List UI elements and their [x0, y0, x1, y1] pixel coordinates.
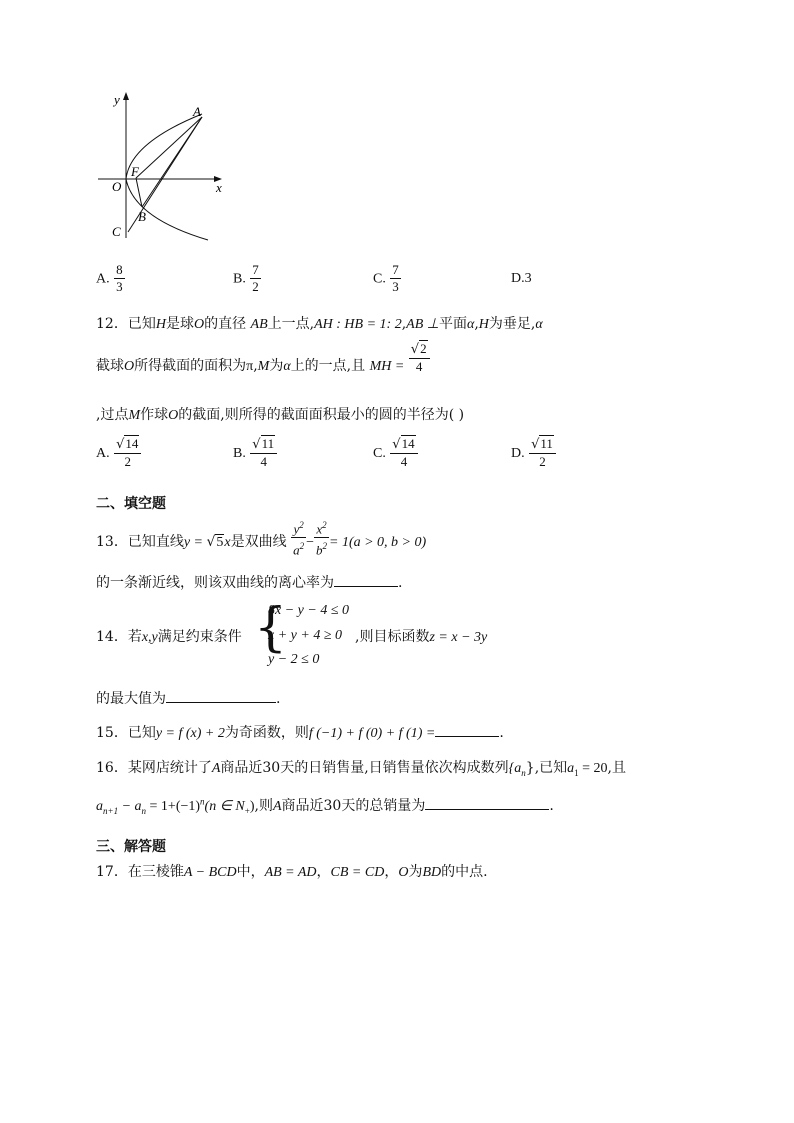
math: a [567, 761, 575, 776]
q11-option-d[interactable]: D.3 [511, 271, 532, 286]
sqrt: √11 [531, 436, 553, 452]
math: ) [249, 799, 255, 814]
y-axis-arrow [123, 92, 129, 100]
text: ,已知 [534, 760, 568, 776]
text: 中， [236, 864, 265, 880]
q11-option-b[interactable] [233, 262, 261, 295]
q14-line1-b [355, 626, 487, 646]
text: 为奇函数，则 [224, 725, 309, 741]
pi: π [246, 359, 254, 374]
denominator: 3 [392, 279, 399, 294]
text: 为垂足, [488, 316, 536, 332]
q13-line1 [96, 521, 426, 563]
option-letter: B. [233, 446, 246, 461]
sqrt: √11 [252, 436, 275, 452]
text: ,则 [254, 798, 273, 814]
q14-line2 [96, 688, 280, 708]
section-heading-fill-in: 二、填空题 [96, 496, 166, 512]
text: 在三棱锥 [127, 864, 184, 880]
var-A: A [211, 761, 221, 776]
math: } [525, 760, 535, 776]
math: (n ∈ N [204, 799, 245, 814]
option-letter: C. [373, 446, 386, 461]
q13-line2 [96, 572, 402, 592]
fraction [314, 517, 329, 559]
math: z = x − 3y [429, 630, 488, 645]
var: x [316, 521, 323, 537]
text: ， [316, 864, 331, 880]
math: A − BCD [183, 865, 237, 880]
math: y = [183, 534, 207, 550]
text: ,过点 [96, 407, 129, 423]
numerator: 7 [252, 262, 259, 277]
var: b [316, 542, 323, 558]
numerator: 7 [392, 262, 399, 277]
fraction [250, 436, 277, 470]
numerator [250, 436, 277, 454]
label-A: A [193, 104, 201, 119]
math: = 20 [578, 761, 608, 776]
fraction [291, 517, 306, 559]
sqrt: √14 [116, 436, 139, 452]
denominator: $b^2$ [316, 541, 327, 558]
subscript: n [141, 805, 147, 816]
var-BD: BD [422, 865, 442, 880]
text: . [549, 798, 554, 814]
alpha: α [283, 359, 291, 374]
denominator: 4 [415, 359, 423, 374]
fraction [114, 262, 125, 295]
q12-line3 [96, 404, 464, 424]
q12-option-d[interactable] [511, 436, 556, 470]
denominator: 4 [260, 454, 267, 469]
line-FB [136, 178, 142, 207]
math: AB = AD [264, 865, 317, 880]
alpha: α [466, 317, 475, 332]
text: , [253, 358, 258, 374]
q12-line2 [96, 341, 430, 383]
label-x: x [216, 180, 222, 195]
fraction [390, 262, 401, 295]
var-M: M [128, 408, 141, 423]
math: {a [508, 761, 522, 776]
numerator [529, 436, 556, 454]
q16-line2 [96, 795, 554, 816]
text: , [474, 316, 479, 332]
text: 平面 [438, 316, 467, 332]
denominator: 2 [539, 454, 546, 469]
math: x [224, 534, 231, 550]
text: 上一点, [267, 316, 315, 332]
text: 的一条渐近线，则该双曲线的离心率为 [96, 575, 334, 591]
math: y = f (x) + 2 [155, 726, 225, 741]
var-M: M [257, 359, 270, 374]
perp: AB ⊥ [406, 317, 439, 332]
denominator: 3 [116, 279, 123, 294]
numerator [114, 436, 141, 454]
var-A: A [272, 799, 282, 814]
radicand: 5 [216, 534, 224, 550]
text: 为 [408, 864, 423, 880]
fraction [529, 436, 556, 470]
math: = 1(a > 0, b > 0) [329, 534, 427, 550]
text: 的直径 [204, 316, 247, 332]
radicand: 11 [261, 436, 275, 451]
ratio: AH : HB = 1: 2 [314, 317, 402, 332]
text: . [499, 725, 504, 741]
constraint-2: x + y + 4 ≥ 0 [268, 628, 343, 643]
constraint-3: y − 2 ≤ 0 [268, 652, 320, 667]
q15-line [96, 722, 504, 742]
math: − a [118, 799, 142, 814]
subscript: n [521, 767, 526, 778]
sqrt: √5 [206, 533, 224, 550]
q11-option-a[interactable] [96, 262, 125, 295]
var: y [293, 521, 300, 537]
numerator [409, 341, 430, 359]
label-B: B [138, 209, 146, 224]
text: . [276, 691, 281, 707]
q14-line1-a [96, 626, 242, 646]
math: CB = CD [330, 865, 385, 880]
text: ,且 [607, 760, 626, 776]
fraction [390, 436, 417, 470]
math: f (−1) + f (0) + f (1) = [308, 726, 436, 741]
radicand: 2 [420, 341, 427, 356]
minus: − [306, 534, 314, 550]
question-number: 17． [96, 864, 128, 880]
option-letter: D. [511, 446, 525, 461]
text: 作球 [140, 407, 169, 423]
text: ,则目标函数 [355, 629, 430, 645]
question-number: 14． [96, 629, 128, 645]
text: 某网店统计了 [127, 760, 212, 776]
var-H: H [155, 317, 166, 332]
answer-blank[interactable] [334, 572, 398, 587]
subscript: 1 [574, 767, 579, 778]
text: 的中点. [441, 864, 488, 880]
var-O: O [398, 865, 409, 880]
subscript: n+1 [103, 805, 119, 816]
constraint-1: 8x − y − 4 ≤ 0 [268, 603, 350, 618]
text: 所得截面的面积为 [134, 358, 247, 374]
subscript: + [244, 805, 250, 816]
text: 是球 [165, 316, 194, 332]
label-y: y [114, 92, 120, 107]
text: ， [384, 864, 399, 880]
parabola-figure [90, 88, 240, 248]
var-AB: AB [250, 317, 268, 332]
answer-blank[interactable] [425, 795, 549, 810]
option-letter: A. [96, 271, 110, 287]
text: 商品近30天的日销售量,日销售量依次构成数列 [220, 760, 509, 776]
q12-option-a[interactable] [96, 436, 141, 470]
radicand: 14 [401, 436, 415, 451]
question-number: 15． [96, 725, 128, 741]
option-letter: A. [96, 446, 110, 461]
text: 上的一点,且 [290, 358, 366, 374]
math: = 1+(−1) [146, 799, 201, 814]
line-BA [142, 117, 202, 207]
text: , [401, 316, 407, 332]
left-brace: { [254, 598, 288, 658]
text: 满足约束条件 [157, 629, 242, 645]
label-C: C [112, 224, 121, 239]
numerator: $y^2$ [291, 517, 306, 538]
fraction [250, 262, 261, 295]
text: 商品近30天的总销量为 [281, 798, 426, 814]
text: 已知 [127, 316, 156, 332]
q12-line1 [96, 313, 543, 333]
question-number: 12． [96, 316, 128, 332]
alpha: α [535, 317, 543, 332]
numerator: $x^2$ [314, 517, 329, 538]
denominator: $a^2$ [293, 541, 305, 558]
q11-option-c[interactable] [373, 262, 401, 295]
denominator: 2 [252, 279, 259, 294]
var-MH: MH = [369, 359, 405, 374]
denominator: 2 [124, 454, 131, 469]
q12-option-c[interactable] [373, 436, 418, 470]
var-O: O [168, 408, 179, 423]
radicand: 11 [540, 436, 553, 451]
text: 截球 [96, 358, 124, 374]
text: 是双曲线 [230, 533, 287, 550]
numerator: 8 [116, 262, 123, 277]
answer-blank[interactable] [435, 722, 499, 737]
text: 已知 [127, 725, 156, 741]
sqrt: √2 [410, 341, 427, 357]
sqrt: √14 [392, 436, 415, 452]
fraction [409, 341, 430, 375]
text: . [398, 575, 403, 591]
superscript: n [200, 796, 205, 807]
text: 的截面,则所得的截面面积最小的圆的半径为( ) [178, 407, 465, 423]
q17-line [96, 861, 488, 881]
question-number: 16． [96, 760, 128, 776]
numerator [390, 436, 417, 454]
option-letter: C. [373, 271, 386, 287]
var-O: O [124, 359, 135, 374]
label-O: O [112, 179, 122, 194]
math: a [96, 799, 103, 814]
label-F: F [131, 164, 139, 179]
option-letter: B. [233, 271, 246, 287]
text: 为 [269, 358, 284, 374]
var-H: H [478, 317, 489, 332]
q16-line1 [96, 757, 626, 778]
fraction [114, 436, 141, 470]
radicand: 14 [125, 436, 139, 451]
text: 已知直线 [127, 533, 184, 550]
answer-blank[interactable] [166, 688, 276, 703]
section-heading-solve: 三、解答题 [96, 839, 166, 855]
question-number: 13． [96, 533, 128, 550]
var: a [293, 542, 300, 558]
text: 若 [127, 629, 142, 645]
math: x,y [141, 630, 158, 645]
text: 的最大值为 [96, 691, 166, 707]
q12-option-b[interactable] [233, 436, 277, 470]
var-O: O [193, 317, 205, 332]
denominator: 4 [400, 454, 408, 469]
